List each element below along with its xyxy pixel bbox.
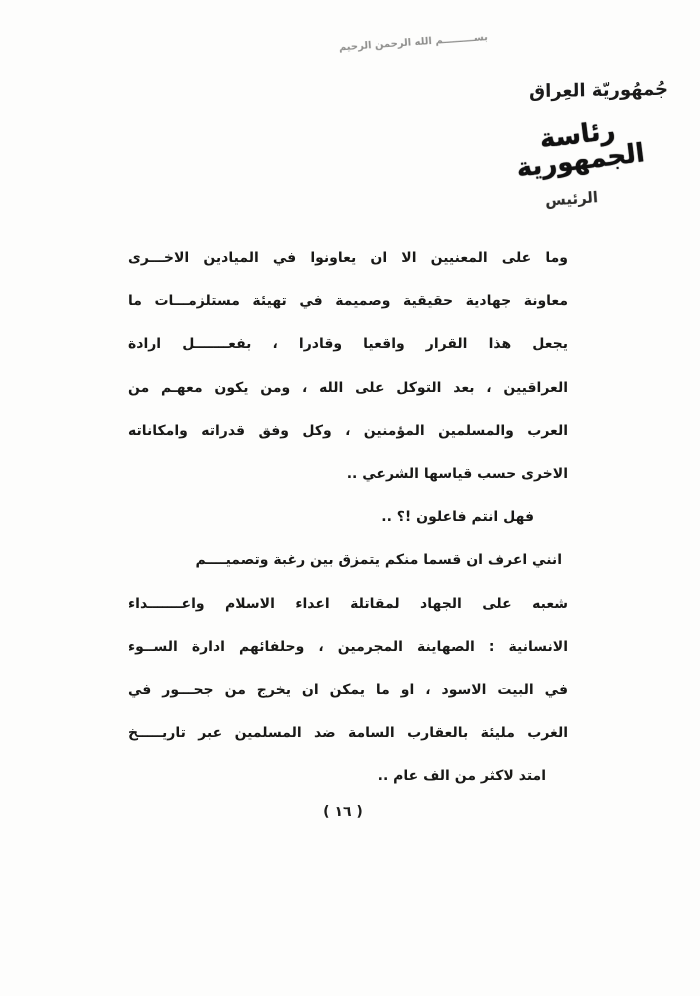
text-line: معاونة جهادية حقيقية وصميمة في تهيئة مستلزمـــات ما [128,293,568,310]
text-line: امتد لاكثر من الف عام .. [377,768,546,785]
text-line: في البيت الاسود ، او ما يمكن ان يخرج من جحـــور في [128,681,568,698]
text-line: وما على المعنيين الا ان يعاونوا في الميادين الاخـــرى [128,250,568,266]
body-text [128,237,568,798]
text-line: انني اعرف ان قسما منكم يتمزق بين رغبة وتصميــــم [195,552,562,569]
text-line: يجعل هذا القرار واقعيا وقادرا ، بفعـــــــل ارادة [128,336,568,353]
text-line: العرب والمسلمين المؤمنين ، وكل وفق قدراته وامكاناته [128,422,568,439]
text-line: الانسانية : الصهاينة المجرمين ، وحلفائهم ادارة الســوء [128,638,568,655]
letterhead-country: جُمهُوريّة العِراق [528,78,669,103]
presidency-calligraphy-emblem: رئاسة الجمهورية [514,115,647,184]
text-line: شعبه على الجهاد لمقاتلة اعداء الاسلام واعـــــــداء [128,595,568,612]
text-line: فهل انتم فاعلون !؟ .. [381,509,534,526]
bismillah-handwriting: بســـــــــم الله الرحمن الرحيم [338,32,489,54]
text-line: العراقيين ، بعد التوكل على الله ، ومن يكون معهـم من [128,379,568,396]
text-line: الغرب مليئة بالعقارب السامة ضد المسلمين عبر تاريـــــخ [128,725,568,742]
letterhead-president-title: الرئيس [544,188,599,210]
text-line: الاخرى حسب قياسها الشرعي .. [346,465,568,482]
page-number: ( ١٦ ) [323,804,363,820]
